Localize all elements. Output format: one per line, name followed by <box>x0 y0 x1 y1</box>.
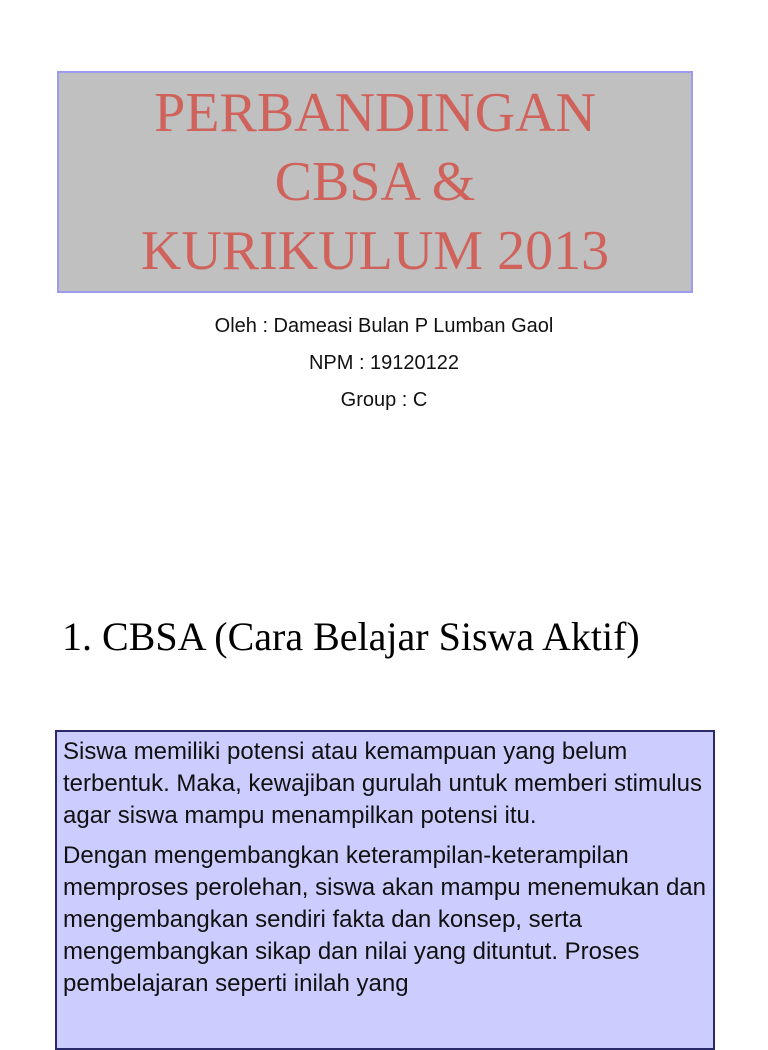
title-line-3: KURIKULUM 2013 <box>140 219 610 282</box>
paragraph-2: Dengan mengembangkan keterampilan-keterampilan memproses perolehan, siswa akan mampu menemukan dan mengembangkan sendiri fakta dan konsep, serta mengembangkan sikap dan nilai yang dituntut. Proses pembelajaran seperti inilah yang <box>63 842 706 997</box>
author-line: Oleh : Dameasi Bulan P Lumban Gaol <box>214 315 554 337</box>
section-heading: 1. CBSA (Cara Belajar Siswa Aktif) <box>62 614 640 659</box>
slide-cbsa <box>0 560 768 1024</box>
npm-line: NPM : 19120122 <box>308 352 460 374</box>
subtitle-block <box>0 308 768 419</box>
title-line-2: CBSA & <box>274 150 476 213</box>
title-line-1: PERBANDINGAN <box>154 81 596 144</box>
paragraph-1: Siswa memiliki potensi atau kemampuan yang belum terbentuk. Maka, kewajiban gurulah untuk memberi stimulus agar siswa mampu menampilkan potensi itu. <box>63 738 702 829</box>
slide-title-text <box>141 79 609 286</box>
content-box <box>55 730 715 1050</box>
group-line: Group : C <box>340 389 428 411</box>
title-box <box>57 71 693 293</box>
